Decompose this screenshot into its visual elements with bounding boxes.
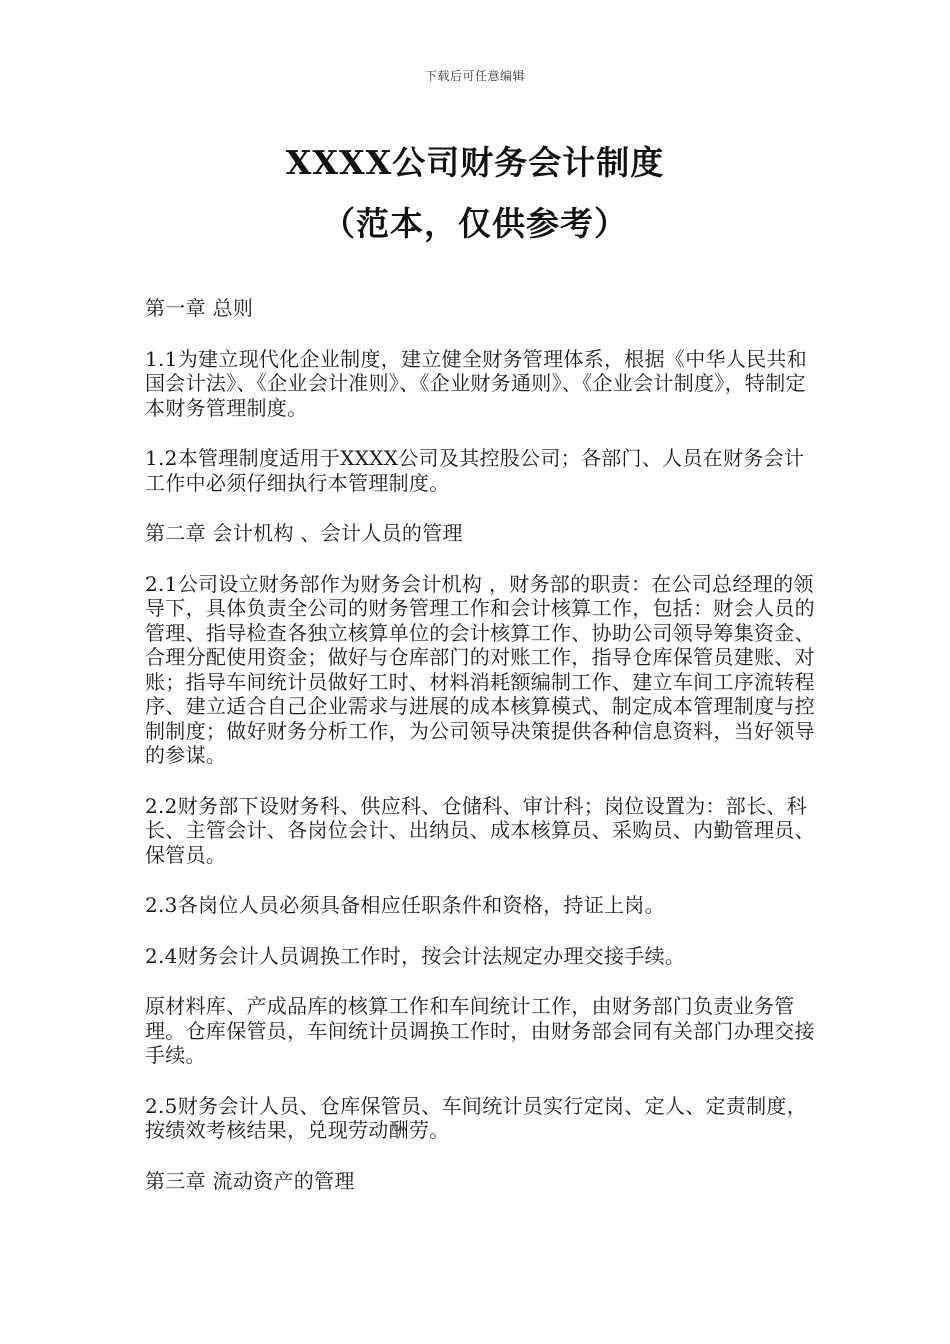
document-title: XXXX公司财务会计制度 (285, 143, 665, 182)
paragraph-2-4-note: 原材料库、产成品库的核算工作和车间统计工作，由财务部门负责业务管理。仓库保管员，车间统计员调换工作时，由财务部会同有关部门办理交接手续。 (145, 994, 815, 1067)
paragraph-2-5: 2.5财务会计人员、仓库保管员、车间统计员实行定岗、定人、定责制度，按绩效考核结果，兑现劳动酬劳。 (145, 1093, 808, 1142)
header-note: 下载后可任意编辑 (424, 69, 525, 83)
paragraph-2-2: 2.2财务部下设财务科、供应科、仓储科、审计科；岗位设置为：部长、科长、主管会计、各岗位会计、出纳员、成本核算员、采购员、内勤管理员、保管员。 (145, 793, 815, 867)
paragraph-2-3: 2.3各岗位人员必须具备相应任职条件和资格，持证上岗。 (145, 893, 665, 917)
document-subtitle: （范本，仅供参考） (322, 204, 628, 243)
paragraph-2-1: 2.1公司设立财务部作为财务会计机构 ，财务部的职责：在公司总经理的领导下，具体负责全公司的财务管理工作和会计核算工作，包括：财会人员的管理、指导检查各独立核算单位的会计核算工作、协助公司领导筹集资金、合理分配使用资金；做好与仓库部门的对账工作，指导仓库保管员建账、对账；指导车间统计员做好工时、材料消耗额编制工作、建立车间工序流转程序、建立适合自己企业需求与进展的成本核算模式、制定成本管理制度与控制制度；做好财务分析工作，为公司领导决策提供各种信息资料，当好领导的参谋。 (145, 571, 815, 767)
paragraph-2-4: 2.4财务会计人员调换工作时，按会计法规定办理交接手续。 (145, 943, 686, 968)
paragraph-1-2: 1.2本管理制度适用于XXXX公司及其控股公司；各部门、人员在财务会计工作中必须仔细执行本管理制度。 (145, 446, 805, 495)
document-body (145, 296, 815, 1219)
chapter-2-heading: 第二章 会计机构 、会计人员的管理 (145, 521, 463, 545)
chapter-1-heading: 第一章 总则 (145, 296, 254, 320)
chapter-3-heading: 第三章 流动资产的管理 (145, 1168, 355, 1193)
paragraph-1-1: 1.1为建立现代化企业制度，建立健全财务管理体系，根据《中华人民共和国会计法》、《企业会计准则》、《企业财务通则》、《企业会计制度》，特制定本财务管理制度。 (145, 346, 808, 420)
